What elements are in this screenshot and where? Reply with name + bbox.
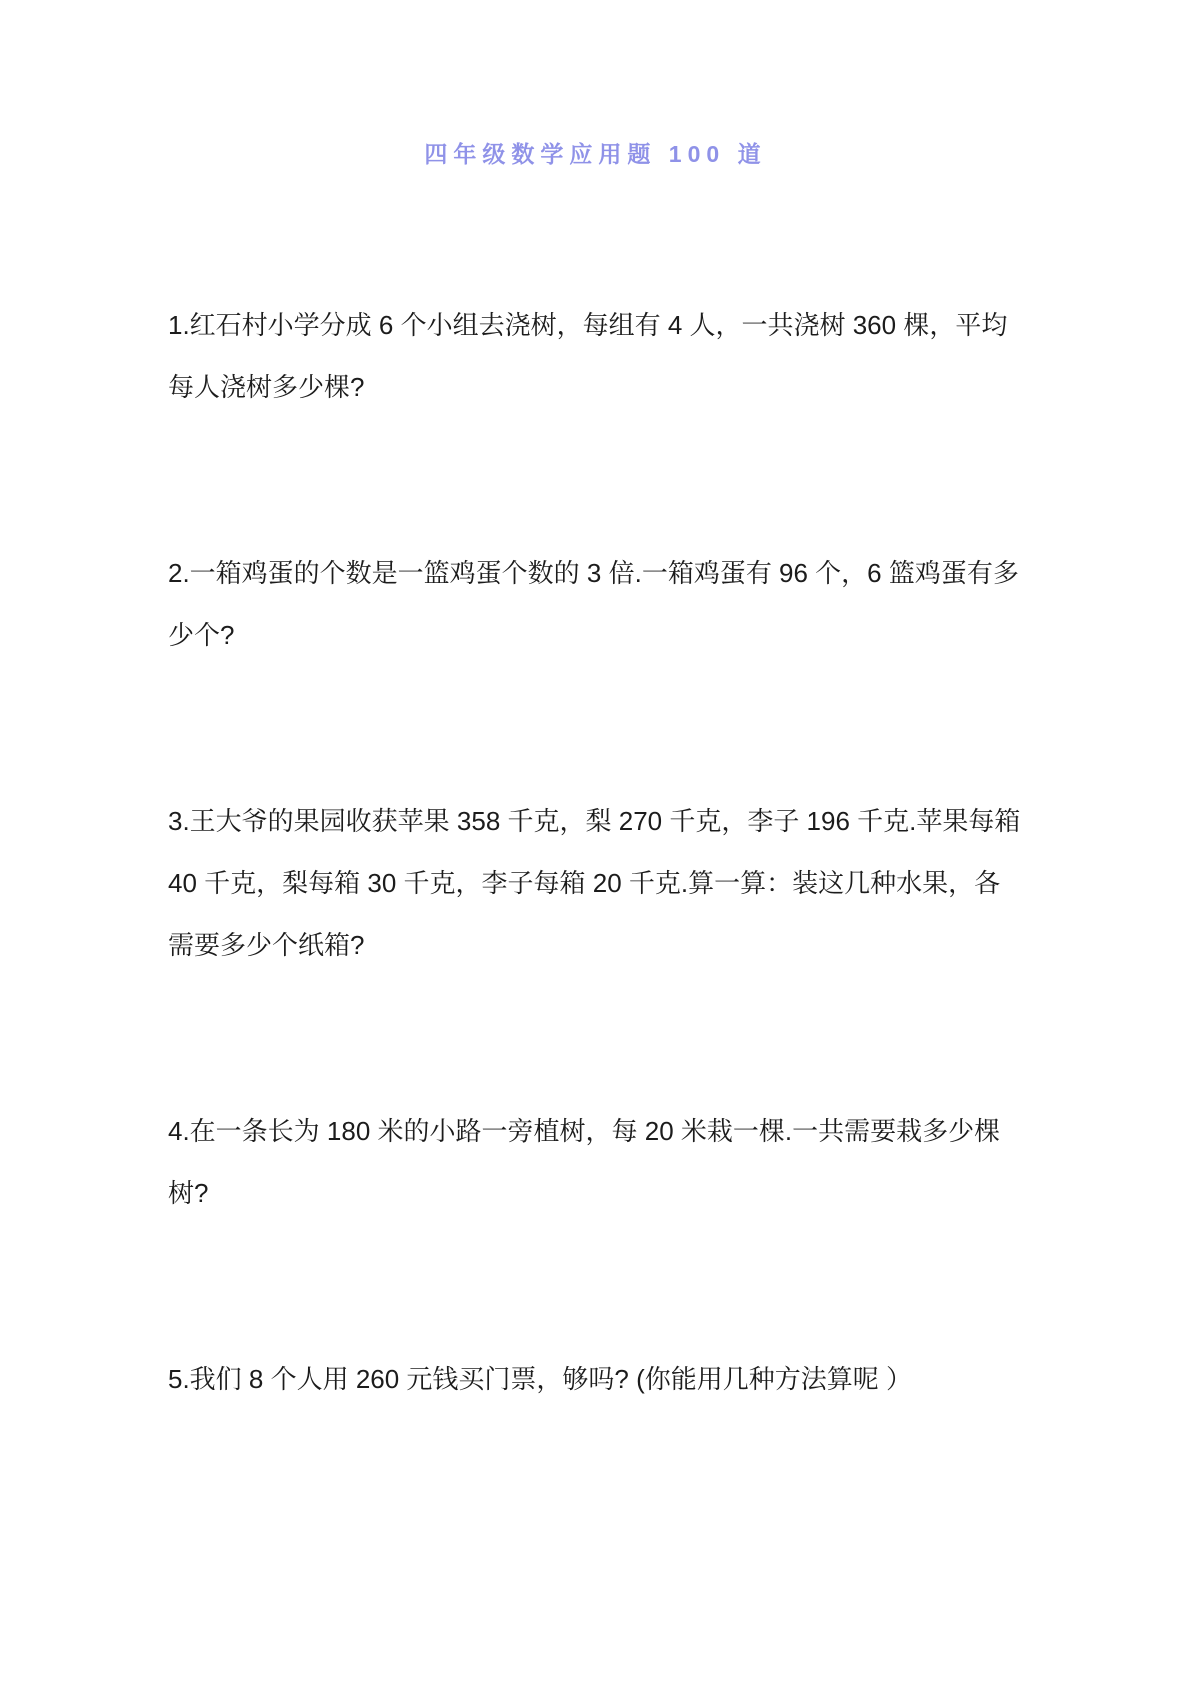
problem-3-line-3: 需要多少个纸箱? xyxy=(168,930,365,960)
problem-1 xyxy=(168,294,1023,418)
problem-3-line-1: 3.王大爷的果园收获苹果 358 千克，梨 270 千克，李子 196 千克.苹果每箱 xyxy=(168,806,1021,836)
problem-4 xyxy=(168,1100,1023,1224)
problem-3 xyxy=(168,790,1023,976)
document-title: 四年级数学应用题 100 道 xyxy=(424,141,767,167)
problem-2-line-2: 少个? xyxy=(168,620,235,650)
document-body xyxy=(0,294,1191,1410)
problem-4-line-1: 4.在一条长为 180 米的小路一旁植树，每 20 米栽一棵.一共需要栽多少棵 xyxy=(168,1116,1001,1146)
problem-2-line-1: 2.一箱鸡蛋的个数是一篮鸡蛋个数的 3 倍.一箱鸡蛋有 96 个，6 篮鸡蛋有多 xyxy=(168,558,1019,588)
problem-5-line-1: 5.我们 8 个人用 260 元钱买门票，够吗? (你能用几种方法算呢 ） xyxy=(168,1364,912,1394)
problem-1-line-2: 每人浇树多少棵? xyxy=(168,372,365,402)
problem-2 xyxy=(168,542,1023,666)
problem-5 xyxy=(168,1348,1023,1410)
problem-3-line-2: 40 千克，梨每箱 30 千克，李子每箱 20 千克.算一算：装这几种水果，各 xyxy=(168,868,1001,898)
problem-4-line-2: 树? xyxy=(168,1178,209,1208)
problem-1-line-1: 1.红石村小学分成 6 个小组去浇树，每组有 4 人，一共浇树 360 棵，平均 xyxy=(168,310,1008,340)
